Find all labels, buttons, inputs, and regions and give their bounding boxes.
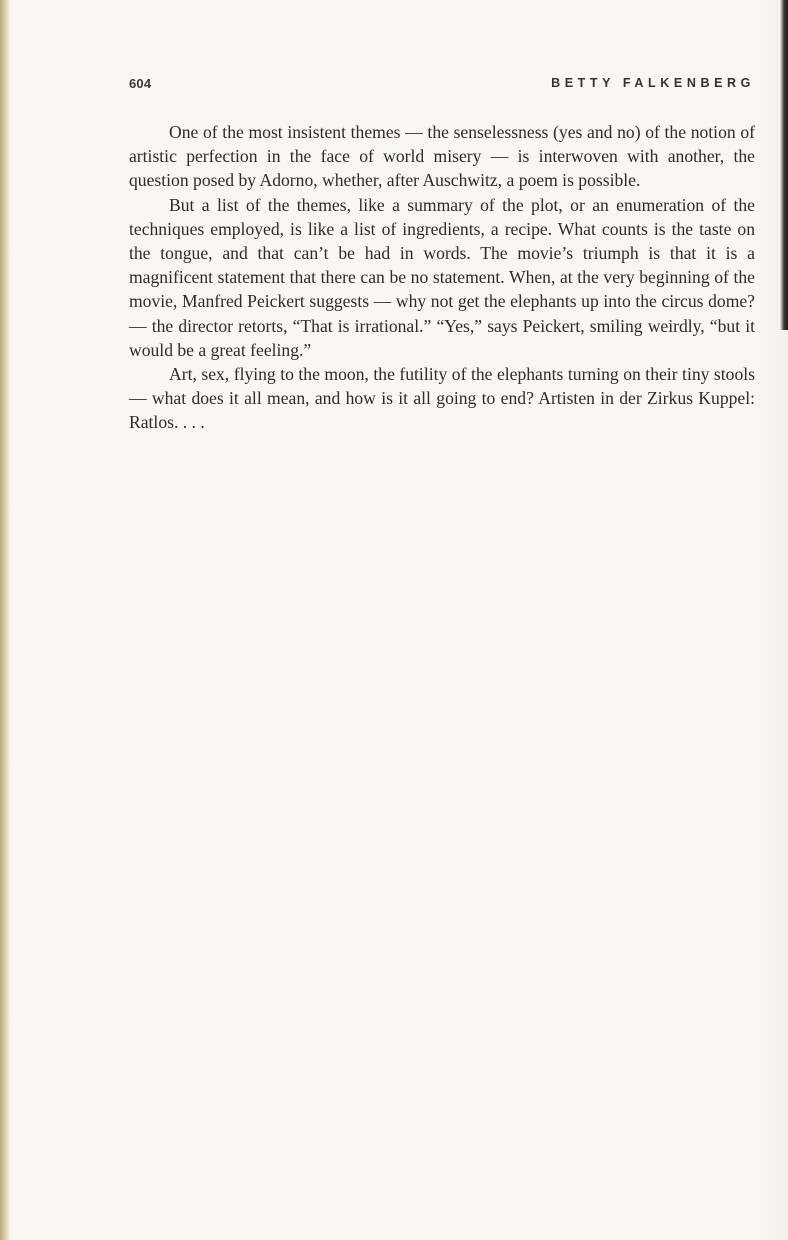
page-spine-edge	[0, 0, 10, 1240]
page-number: 604	[129, 76, 152, 91]
paragraph-list-of-themes: But a list of the themes, like a summary of the plot, or an enumeration of the techniques employed, is like a list of ingredients, a recipe. What counts is the taste on the tongue, and that can’t be had in words. The movie’s triumph is that it is a magnificent statement that there can be no statement. When, at the very beginning of the movie, Manfred Peickert suggests — why not get the elephants up into the circus dome? — the director retorts, “That is irrational.” “Yes,” says Peickert, smiling weirdly, “but it would be a great feeling.”	[129, 194, 755, 360]
body-text	[129, 120, 755, 435]
running-title: BETTY FALKENBERG	[551, 76, 755, 90]
paragraph-themes: One of the most insistent themes — the senselessness (yes and no) of the notion of artistic perfection in the face of world misery — is interwoven with another, the question posed by Adorno, whether, after Auschwitz, a poem is possible.	[129, 122, 755, 191]
running-head	[129, 76, 755, 98]
paragraph-closing: Art, sex, flying to the moon, the futility of the elephants turning on their tiny stools — what does it all mean, and how is it all going to end? Artisten in der Zirkus Kuppel: Ratlos. . . .	[129, 364, 755, 433]
page-edge-shadow	[780, 0, 788, 330]
